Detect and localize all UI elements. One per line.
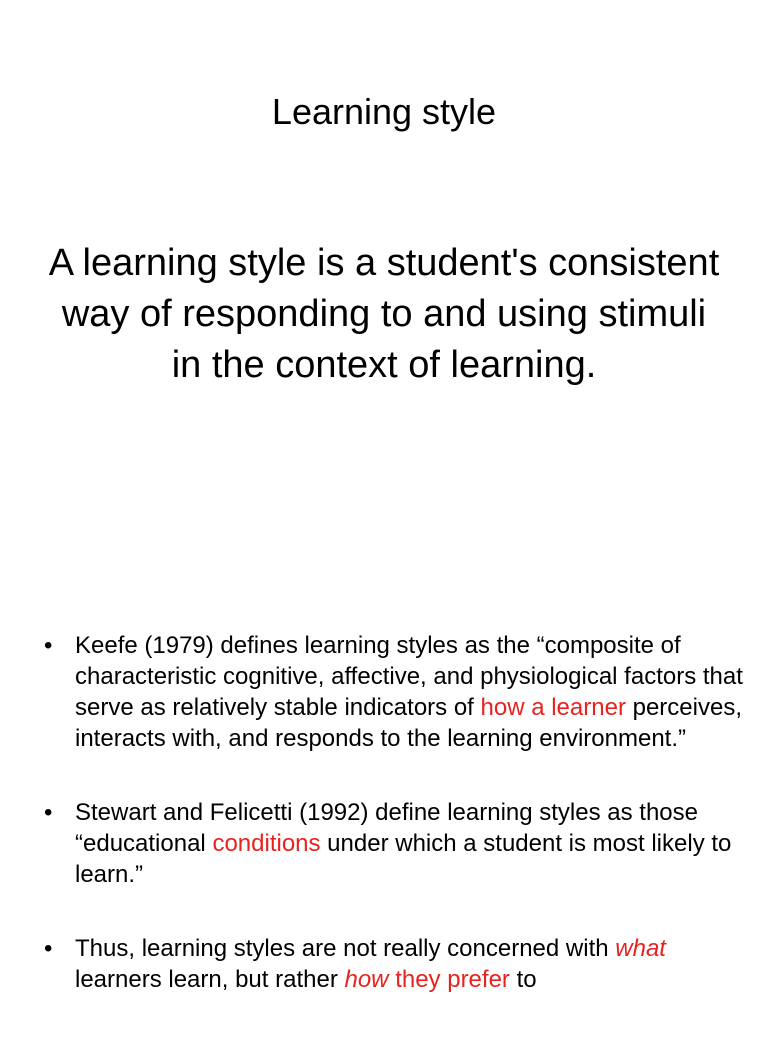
highlighted-phrase: they prefer: [395, 966, 510, 993]
highlighted-phrase: how: [344, 966, 389, 993]
bullet-text: Thus, learning styles are not really concerned with: [75, 935, 616, 962]
bullet-keefe: [44, 630, 744, 754]
slide-title: Learning style: [271, 91, 497, 132]
bullet-text: under which a student is most likely to learn.”: [75, 830, 732, 888]
bullet-dot-icon: •: [44, 799, 53, 826]
bullet-text: to: [509, 966, 537, 993]
highlighted-phrase: how a learner: [480, 694, 626, 721]
bullet-dot-icon: •: [44, 935, 53, 962]
bullet-list: [44, 630, 744, 1038]
bullet-thus: [44, 933, 744, 995]
bullet-text: Stewart and Felicetti (1992) define learning styles as those “educational: [75, 799, 699, 857]
definition-text: A learning style is a student's consistent way of responding to and using stimuli in the context of learning.: [48, 242, 720, 386]
bullet-text: Keefe (1979) defines learning styles as the “composite of characteristic cognitive, affective, and physiological factors that serve as relatively stable indicators of: [75, 632, 743, 721]
bullet-text: perceives, interacts with, and responds to the learning environment.”: [75, 694, 742, 752]
bullet-stewart-felicetti: [44, 797, 744, 890]
bullet-dot-icon: •: [44, 632, 53, 659]
bullet-text: learners learn, but rather: [75, 966, 345, 993]
highlighted-phrase: conditions: [212, 830, 321, 857]
highlighted-phrase: what: [615, 935, 666, 962]
